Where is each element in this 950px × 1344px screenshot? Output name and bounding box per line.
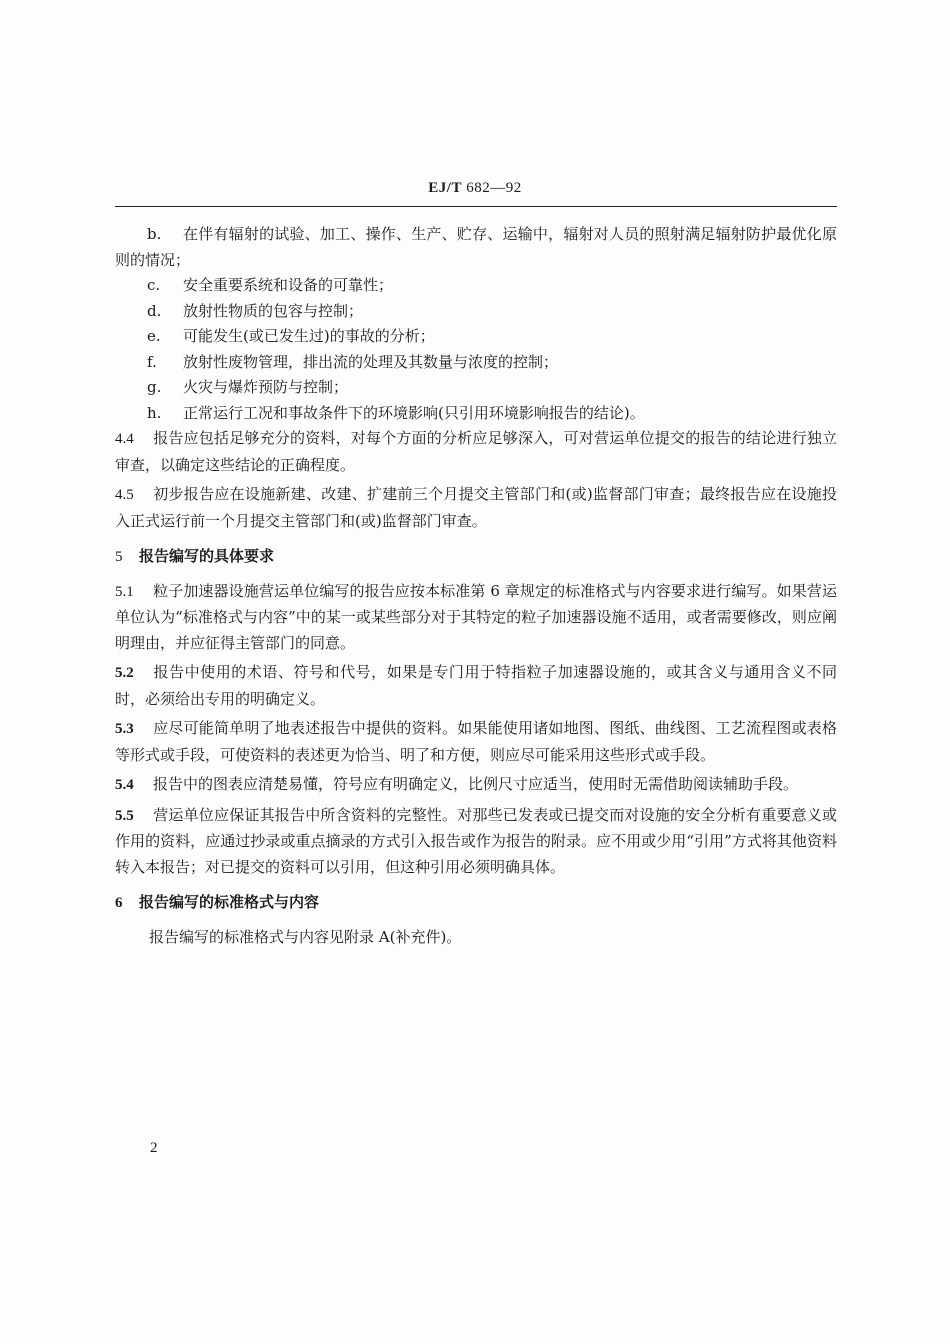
page-number: 2 bbox=[150, 1140, 158, 1156]
section-6-title bbox=[115, 890, 837, 917]
section-6-body: 报告编写的标准格式与内容见附录 A(补充件)。 bbox=[149, 927, 462, 946]
list-item-b bbox=[115, 222, 837, 273]
list-text: 可能发生(或已发生过)的事故的分析； bbox=[183, 327, 435, 345]
clause-4-4 bbox=[115, 426, 837, 478]
clause-text: 初步报告应在设施新建、改建、扩建前三个月提交主管部门和(或)监督部门审查；最终报告应在设施投入正式运行前一个月提交主管部门和(或)监督部门审查。 bbox=[115, 485, 837, 530]
clause-text: 报告中使用的术语、符号和代号，如果是专门用于特指粒子加速器设施的，或其含义与通用含义不同时，必须给出专用的明确定义。 bbox=[115, 663, 837, 708]
clause-5-5 bbox=[115, 803, 837, 881]
list-marker: b. bbox=[147, 225, 162, 243]
clause-number: 5.3 bbox=[115, 721, 134, 737]
list-marker: g. bbox=[147, 378, 162, 396]
clause-number: 5.1 bbox=[115, 583, 134, 600]
section-title-text: 报告编写的标准格式与内容 bbox=[139, 893, 320, 911]
list-text: 放射性物质的包容与控制； bbox=[183, 301, 364, 320]
clause-text: 粒子加速器设施营运单位编写的报告应按本标准第 6 章规定的标准格式与内容要求进行编写。如果营运单位认为“标准格式与内容”中的某一或某些部分对于其特定的粒子加速器设施不适用，或者需要修改，则应阐明理由，并应征得主管部门的同意。 bbox=[115, 581, 837, 652]
list-text: 火灾与爆炸预防与控制； bbox=[183, 378, 349, 396]
section-5-title bbox=[115, 544, 837, 571]
clause-number: 5.4 bbox=[115, 777, 134, 793]
clause-5-3 bbox=[115, 716, 837, 768]
clause-text: 报告应包括足够充分的资料，对每个方面的分析应足够深入，可对营运单位提交的报告的结论进行独立审查，以确定这些结论的正确程度。 bbox=[115, 429, 837, 474]
list-text: 在伴有辐射的试验、加工、操作、生产、贮存、运输中，辐射对人员的照射满足辐射防护最优化原则的情况； bbox=[115, 225, 837, 269]
list-marker: d. bbox=[147, 301, 162, 320]
section-title-text: 报告编写的具体要求 bbox=[139, 547, 275, 565]
list-item-c bbox=[115, 273, 837, 299]
section-number: 6 bbox=[115, 895, 123, 911]
section-number: 5 bbox=[115, 549, 123, 565]
list-text: 安全重要系统和设备的可靠性； bbox=[183, 276, 394, 294]
clause-text: 应尽可能简单明了地表述报告中提供的资料。如果能使用诸如地图、图纸、曲线图、工艺流程图或表格等形式或手段，可使资料的表述更为恰当、明了和方便，则应尽可能采用这些形式或手段。 bbox=[115, 719, 837, 764]
clause-number: 4.4 bbox=[115, 431, 134, 447]
clause-number: 5.2 bbox=[115, 665, 134, 681]
list-marker: h. bbox=[147, 403, 162, 422]
document-body bbox=[115, 222, 837, 950]
list-item-f bbox=[115, 350, 837, 376]
clause-4-5 bbox=[115, 482, 837, 534]
clause-text: 报告中的图表应清楚易懂，符号应有明确定义，比例尺寸应适当，使用时无需借助阅读辅助手段。 bbox=[153, 775, 799, 793]
standard-id: EJ/T bbox=[428, 180, 462, 196]
standard-number: 682—92 bbox=[466, 180, 522, 196]
list-item-g bbox=[115, 375, 837, 401]
clause-text: 营运单位应保证其报告中所含资料的完整性。对那些已发表或已提交而对设施的安全分析有重要意义或作用的资料，应通过抄录或重点摘录的方式引入报告或作为报告的附录。应不用或少用“引用”方式将其他资料转入本报告；对已提交的资料可以引用，但这种引用必须明确具体。 bbox=[115, 805, 837, 876]
list-item-h bbox=[115, 401, 837, 427]
list-item-d bbox=[115, 299, 837, 325]
clause-5-4 bbox=[115, 772, 837, 799]
page-header bbox=[0, 180, 950, 197]
clause-5-2 bbox=[115, 660, 837, 712]
list-item-e bbox=[115, 324, 837, 350]
list-marker: f. bbox=[147, 352, 157, 371]
list-text: 放射性废物管理，排出流的处理及其数量与浓度的控制； bbox=[183, 352, 559, 371]
clause-5-1 bbox=[115, 579, 837, 657]
header-rule bbox=[115, 206, 837, 207]
clause-number: 4.5 bbox=[115, 487, 134, 503]
list-text: 正常运行工况和事故条件下的环境影响(只引用环境影响报告的结论)。 bbox=[183, 403, 645, 422]
list-marker: c. bbox=[147, 276, 161, 294]
list-marker: e. bbox=[147, 327, 161, 345]
clause-number: 5.5 bbox=[115, 807, 134, 824]
